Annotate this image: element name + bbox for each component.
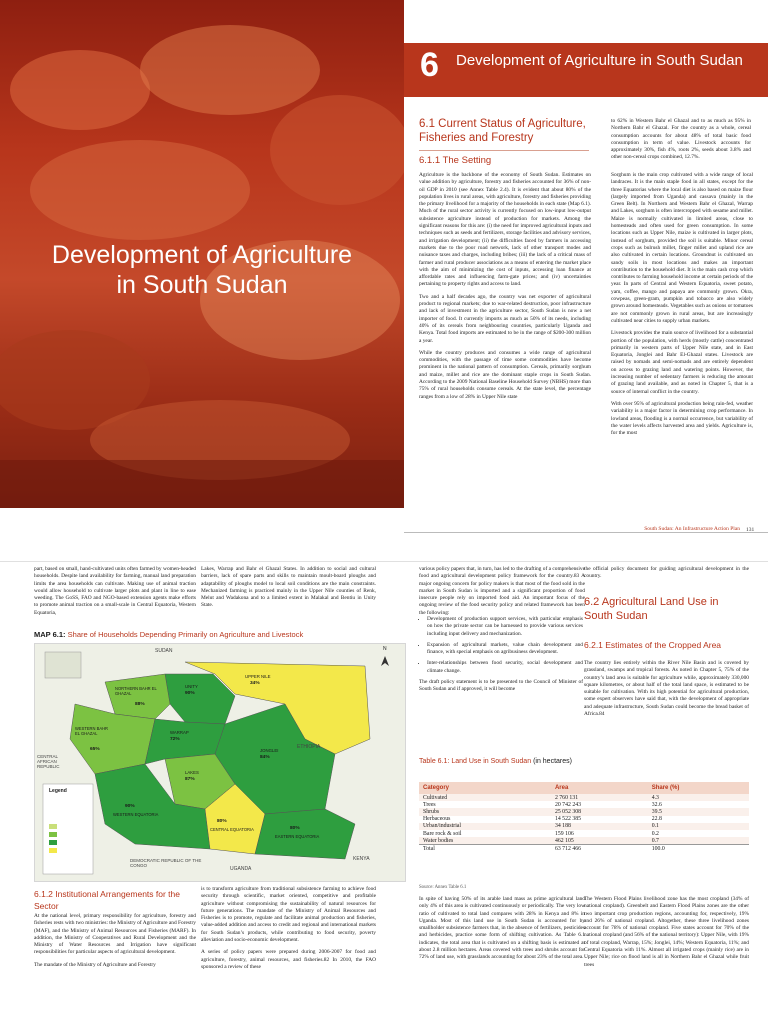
table-cell: 22.8 (651, 816, 662, 823)
section-6-2-1-heading: 6.2.1 Estimates of the Cropped Area (584, 640, 722, 650)
table-cell: 100.0 (648, 845, 749, 853)
chapter-title: Development of Agriculture in South Sudan (456, 52, 743, 69)
table-cell: 34 188 (551, 823, 648, 830)
table-cell: Urban/industrial (419, 823, 551, 830)
column-header: Category (419, 782, 551, 794)
table-cell: 63 712 466 (551, 845, 648, 853)
table-label: Table 6.1: (419, 758, 450, 765)
region-label-lakes: LAKES (185, 770, 199, 775)
chapter-number: 6 (420, 46, 439, 84)
region-value-unity: 90% (185, 691, 195, 696)
region-value-western-bahr: 65% (90, 747, 100, 752)
region-value-jonglei: 84% (260, 755, 270, 760)
map-label-kenya: KENYA (353, 856, 370, 862)
region-value-lakes: 87% (185, 777, 195, 782)
paragraph: The draft policy statement is to be presented to the Council of Minister of South Sudan and if approved, it will become (419, 679, 583, 693)
legend-title: Legend (49, 788, 67, 794)
body-column-4-text: The country lies entirely within the River Nile Basin and is covered by grassland, swamps and tropical forests. As noted in Chapter 5, 75% of the country’s land area is suitable for agriculture while, approximately 330,000 square kilometres, or about half of the total land space, is estimated to be suitable for cultivation. With its high potential for agricultural production, some expert observers have said that, with the development of appropriate and adequate infrastructure, South Sudan could become the bread basket of Africa.84 (584, 660, 749, 718)
paragraph: Two and a half decades ago, the country was net exporter of agricultural product to regional markets; due to war-related destruction, poor infrastructure and lack of investment in the agriculture sector, South Sudan is now a net importer of food. It currently imports as much as 50% of its needs, including 40% of its cereals from neighbouring countries, particularly Uganda and Kenya. Total food imports are estimated to be in the range of $200-300 million a year. (419, 293, 591, 344)
paragraph: Livestock provides the main source of livelihood for a substantial portion of the population, with herds (mostly cattle) concentrated primarily in western parts of Upper Nile state, and in East Equatoria, Jonglei and Bahr El-Ghazal states. Livestock are raised by nomads and semi-nomads and are entirely dependent on access to grazing land and watering points. However, the increasing number of sedentary farmers is reducing the amount of grazing land available, and as noted in Chapter 5, that is a source of internal conflict in the country. (611, 330, 753, 395)
table-caption (419, 758, 749, 765)
table-source: Source: Annex Table 6.1 (419, 885, 467, 890)
table-cell: Shrubs (419, 808, 551, 815)
map-label: MAP 6.1: (34, 630, 66, 639)
table-cell: 32.6 (651, 801, 662, 808)
hero-title: Development of Agriculture in South Sudan (51, 241, 353, 299)
paragraph: Sorghum is the main crop cultivated with a wide range of local landraces. It is the main staple food in all states, except for the three Equatorias where the local diet is also based on maize flour (largely imported from Uganda) and cassava (mainly in the Green Belt). In Northern and Western Bahr el Ghazal, Warrap and Lakes, sorghum is often intercropped with sesame and millet. Maize is normally cultivated in limited areas, close to homesteads and often used for green consumption. In some locations such as Upper Nile, maize is cultivated in larger plots, instead of sorghum, provided the soil is suitable. Minor cereal crops such as bulrush millet, finger millet and upland rice are also cultivated in certain locations. Groundnut is cultivated on sandy soils in most locations and makes an important contribution to the household diet. It is the main cash crop which contributes to farming household income at certain periods of the year. In parts of Central and Western Equatoria, sweet potato, yam, coffee, mango and papaya are commonly grown. Okra, cowpeas, green-gram, pumpkin and tobacco are also widely grown around homesteads. Vegetables such as onions or tomatoes are not commonly grown in rural areas, but are increasingly cultivated near cities to supply urban markets. (611, 172, 753, 324)
region-northern-bahr (105, 674, 170, 719)
map-title: Share of Households Depending Primarily on Agriculture and Livestock (67, 630, 304, 639)
table-cell: 14 522 385 (554, 816, 582, 823)
paragraph: At the national level, primary responsibility for agriculture, forestry and fisheries rests with two ministries: the Ministry of Agriculture and Forestry (MAF), and the Ministry of Animal Resources and Fisheries (MARF). In addition, the Ministry of Cooperatives and Rural Development and the Ministry of Water Resources and Irrigation have significant responsibilities for particular aspects of agricultural development. (34, 913, 196, 956)
paragraph: A series of policy papers were prepared during 2006-2007 for food and agriculture, forestry, animal resources, and fisheries.82 In 2010, the FAO sponsored a review of these (201, 949, 376, 970)
table-cell: Herbaceous (423, 816, 451, 823)
table-cell: 4.3 (648, 794, 749, 801)
region-label-western-bahr: WESTERN BAHR EL GHAZAL (75, 726, 108, 736)
section-6-2-heading: 6.2 Agricultural Land Use in South Sudan (584, 596, 719, 622)
body-column-1b (34, 913, 196, 974)
region-label-northern-bahr: NORTHERN BAHR EL GHAZAL (115, 686, 157, 696)
column-header: Area (551, 782, 648, 794)
region-label-unity: UNITY (185, 684, 198, 689)
body-column-3: various policy papers that, in turn, has led to the drafting of a comprehensive food and agricultural development policy framework for the country.83 A major ongoing concern for policy makers is that most of the food sold in the market in South Sudan is imported and a significant proportion of food insecure people rely on imported food aid. An important focus of the ongoing review of the food security policy and related framework has been the following: (419, 566, 585, 616)
section-6-1-1-heading: 6.1.1 The Setting (419, 155, 492, 166)
region-value-upper-nile: 34% (250, 681, 260, 686)
table-cell: Trees (423, 801, 436, 808)
page-footer: South Sudan: An Infrastructure Action Plan (644, 526, 740, 532)
region-label-central-eq: CENTRAL EQUATORIA (210, 827, 254, 832)
map-label-uganda: UGANDA (230, 866, 252, 872)
region-value-warrap: 72% (170, 737, 180, 742)
paragraph: With over 95% of agricultural production being rain-fed, weather variability is a major factor in determining crop performance. In lowland areas, flooding is a normal occurrence, but variability of the water levels affects harvested area and yields. Agriculture is, for the most (611, 400, 753, 437)
table-cell: Cultivated (419, 794, 551, 801)
map-graphic (35, 644, 405, 881)
table-cell: 159 106 (554, 830, 574, 837)
table-cell: 462 105 (551, 837, 648, 845)
table-cell: 0.7 (648, 837, 749, 845)
map-label-drc: DEMOCRATIC REPUBLIC OF THE CONGO (130, 858, 202, 868)
map-label-sudan: SUDAN (155, 648, 173, 654)
table-row (419, 801, 749, 808)
body-column-1: part, based on small, hand-cultivated units often farmed by women-headed households. Despite land availability for farming, manual land preparation limits the area households can cultivate. Making use of animal traction would allow household to cultivate larger plots and plant in line to ease weeding. The GoSS, FAO and NGO-based extension agents make efforts to promote animal traction on a small-scale in Central Equatoria, Western Equatoria, (34, 566, 196, 616)
table-title: Land Use in South Sudan (451, 758, 532, 765)
table-row (419, 794, 749, 801)
region-label-jonglei: JONGLEI (260, 748, 279, 753)
region-label-warrap: WARRAP (170, 730, 189, 735)
table-unit: (in hectares) (533, 758, 572, 765)
region-label-upper-nile: UPPER NILE (245, 674, 271, 679)
table-cell: Total (419, 845, 551, 853)
table-cell: 0.1 (648, 823, 749, 830)
page-number: 131 (746, 527, 755, 533)
section-rule (419, 150, 589, 151)
table-cell: Bare rock & soil (423, 830, 462, 837)
region-value-central-eq: 80% (217, 819, 227, 824)
focus-bullet-list (419, 616, 583, 694)
table-cell: 0.2 (651, 830, 659, 837)
table-cell: 20 742 243 (554, 801, 582, 808)
body-column-2b (201, 886, 376, 976)
region-value-western-eq: 90% (125, 804, 135, 809)
region-label-eastern-eq: EASTERN EQUATORIA (275, 834, 320, 839)
body-column-left (419, 172, 591, 406)
table-cell: Water bodies (419, 837, 551, 845)
table-header-row (419, 782, 749, 794)
body-column-2: Lakes, Warrap and Bahr el Ghazal States. In addition to social and cultural barriers, lack of spare parts and skills to maintain moult-board ploughs and adaptability of ploughs model to local soil conditions are the main constraints. Mechanized farming is practiced mainly in the Upper Nile counties of Renk, Melut and Wadakona and to a limited extent in Malakal and Bentiu in Unity State. (201, 566, 376, 609)
section-6-1-heading: 6.1 Current Status of Agriculture, Fisheries and Forestry (419, 118, 586, 144)
table-cell: 39.5 (648, 808, 749, 815)
table-total-row (419, 845, 749, 853)
footer-rule (404, 532, 768, 533)
inset-map (45, 652, 81, 678)
paragraph: is to transform agriculture from traditional subsistence farming to achieve food security through scientific, market oriented, competitive and profitable agriculture without compromising the sustainability of natural resources for future generations. The mandate of the Ministry of Animal Resources and Fisheries is to promote, regulate and facilitate animal production and fisheries, value-added addition and access to credit and regional and international markets for South Sudan’s products, while contributing to food security, poverty alleviation and socio-economic development. (201, 886, 376, 944)
table-row (419, 823, 749, 830)
table-row (419, 808, 749, 815)
table-cell: 25 052 308 (551, 808, 648, 815)
table-row (419, 830, 749, 837)
paragraph: While the country produces and consumes a wide range of agricultural commodities, with the passage of time some commodities have become prominent in the national pattern of consumption. Cereals, primarily sorghum and maize, millet and rice are the dominant staple crops in South Sudan. According to the 2009 National Baseline Household Survey (NBHS) more than 75% of rural households consume cereals. At the state level, the percentage ranges from a low of 28% in Upper Nile state (419, 349, 591, 400)
list-item: • Development of production support services, with particular emphasis on how the private sector can be harnessed to provide various services including input delivery and mechanization. (427, 616, 583, 638)
region-value-eastern-eq: 80% (290, 826, 300, 831)
region-value-northern-bahr: 88% (135, 702, 145, 707)
table-row (419, 837, 749, 845)
body-column-right-top: to 62% in Western Bahr el Ghazal and to as much as 95% in Northern Bahr el Ghazal. For the country as a whole, cereal consumption accounts for about 48% of total basic food consumption in term of value. Livestock accounts for approximately 30%, fish 4%, roots 2%, seeds about 3.8% and other non-cereal crops combined, 12.7%. (611, 118, 751, 161)
body-column-right (611, 172, 753, 442)
body-column-4: the official policy document for guiding agricultural development in the country. (584, 566, 749, 580)
map-label-car: CENTRAL AFRICAN REPUBLIC (37, 754, 60, 769)
section-6-1-2-heading: 6.1.2 Institutional Arrangements for the Sector (34, 889, 181, 911)
map-label-ethiopia: ETHIOPIA (297, 744, 321, 750)
list-item: • Inter-relationships between food security, social development and climate change. (427, 660, 583, 675)
table-row (419, 816, 749, 823)
body-column-4b: The Western Flood Plains livelihood zone has the most cropland (34% of national cropland). Greenbelt and Eastern Flood Plains zones are the other two important crop production regions, accounting for, respectively, 19% and 26% of national cropland. Altogether, these three livelihood zones account for 78% of national cropland. Five states account for 70% of the national cropland (and 56% of the national territory): Upper Nile, with 19% of total cropland, Warrap, 15%; Jonglei, 14%; Western Equatoria, 11%; and Central Equatoria with 11%. Almost all irrigated crops (mainly rice) are in Upper Nile; rice on flood land is all in Northern Bahr el Ghazal while fruit trees (584, 896, 749, 968)
table-cell: 2 760 131 (551, 794, 648, 801)
region-label-western-eq: WESTERN EQUATORIA (113, 812, 159, 817)
map-label-north: N (383, 646, 387, 652)
page-divider (0, 561, 768, 562)
list-item: • Expansion of agricultural markets, value chain development and finance, with special emphasis on agribusiness development. (427, 642, 583, 657)
paragraph: The mandate of the Ministry of Agriculture and Forestry (34, 961, 156, 968)
south-sudan-map (34, 643, 406, 882)
column-header: Share (%) (648, 782, 749, 794)
paragraph: Agriculture is the backbone of the economy of South Sudan. Estimates on value addition by agriculture, forestry and fisheries accounted for 36% of non-oil GDP in 2010 (see Annex Table 2.4). It is evident that about 80% of the population lives in rural areas, with agriculture, forestry and fisheries providing the primary livelihood for a majority of the households in each state (Map 6.1). Much of the rural sector activity is currently focused on low-input low-output subsistence agriculture instead of production for markets. Among the significant reasons for this are: (i) the need for improved agricultural inputs and techniques such as seeds and fertilizers, storage facilities and advisory services, and irrigation development; (ii) the difficulties faced by farmers in accessing markets due to the poor road network, lack of other transport modes and nuisance taxes and charges, including bribes; (iii) the lack of a critical mass of farmer and rural producer associations as a means of entering the market place with the aim of minimizing the cost of inputs, accessing loan finance at affordable rates and influencing farm-gate prices; and (iv) uncertainties pertaining to property rights and access to land. (419, 172, 591, 288)
map-caption (34, 630, 404, 639)
land-use-table (419, 782, 749, 853)
body-column-3b: In spite of having 50% of its arable land mass as prime agricultural land only 4% of this area is cultivated continuously or periodically. The very low ratio of cultivated to total land compares with 28% in Kenya and 8% in Uganda. Most of this land use in South Sudan is accounted for by smallholder subsistence farmers that, in the absence of fertilizers, pesticides and herbicides, practice some form of shifting cultivation. As Table 6.1 indicates, the total area that is cultivated on a shifting basis is estimated at about 2.8 million hectares. Areas covered with trees and shrubs account for 72% of land use, with grasslands accounting for about 23% of the total area. (419, 896, 585, 961)
